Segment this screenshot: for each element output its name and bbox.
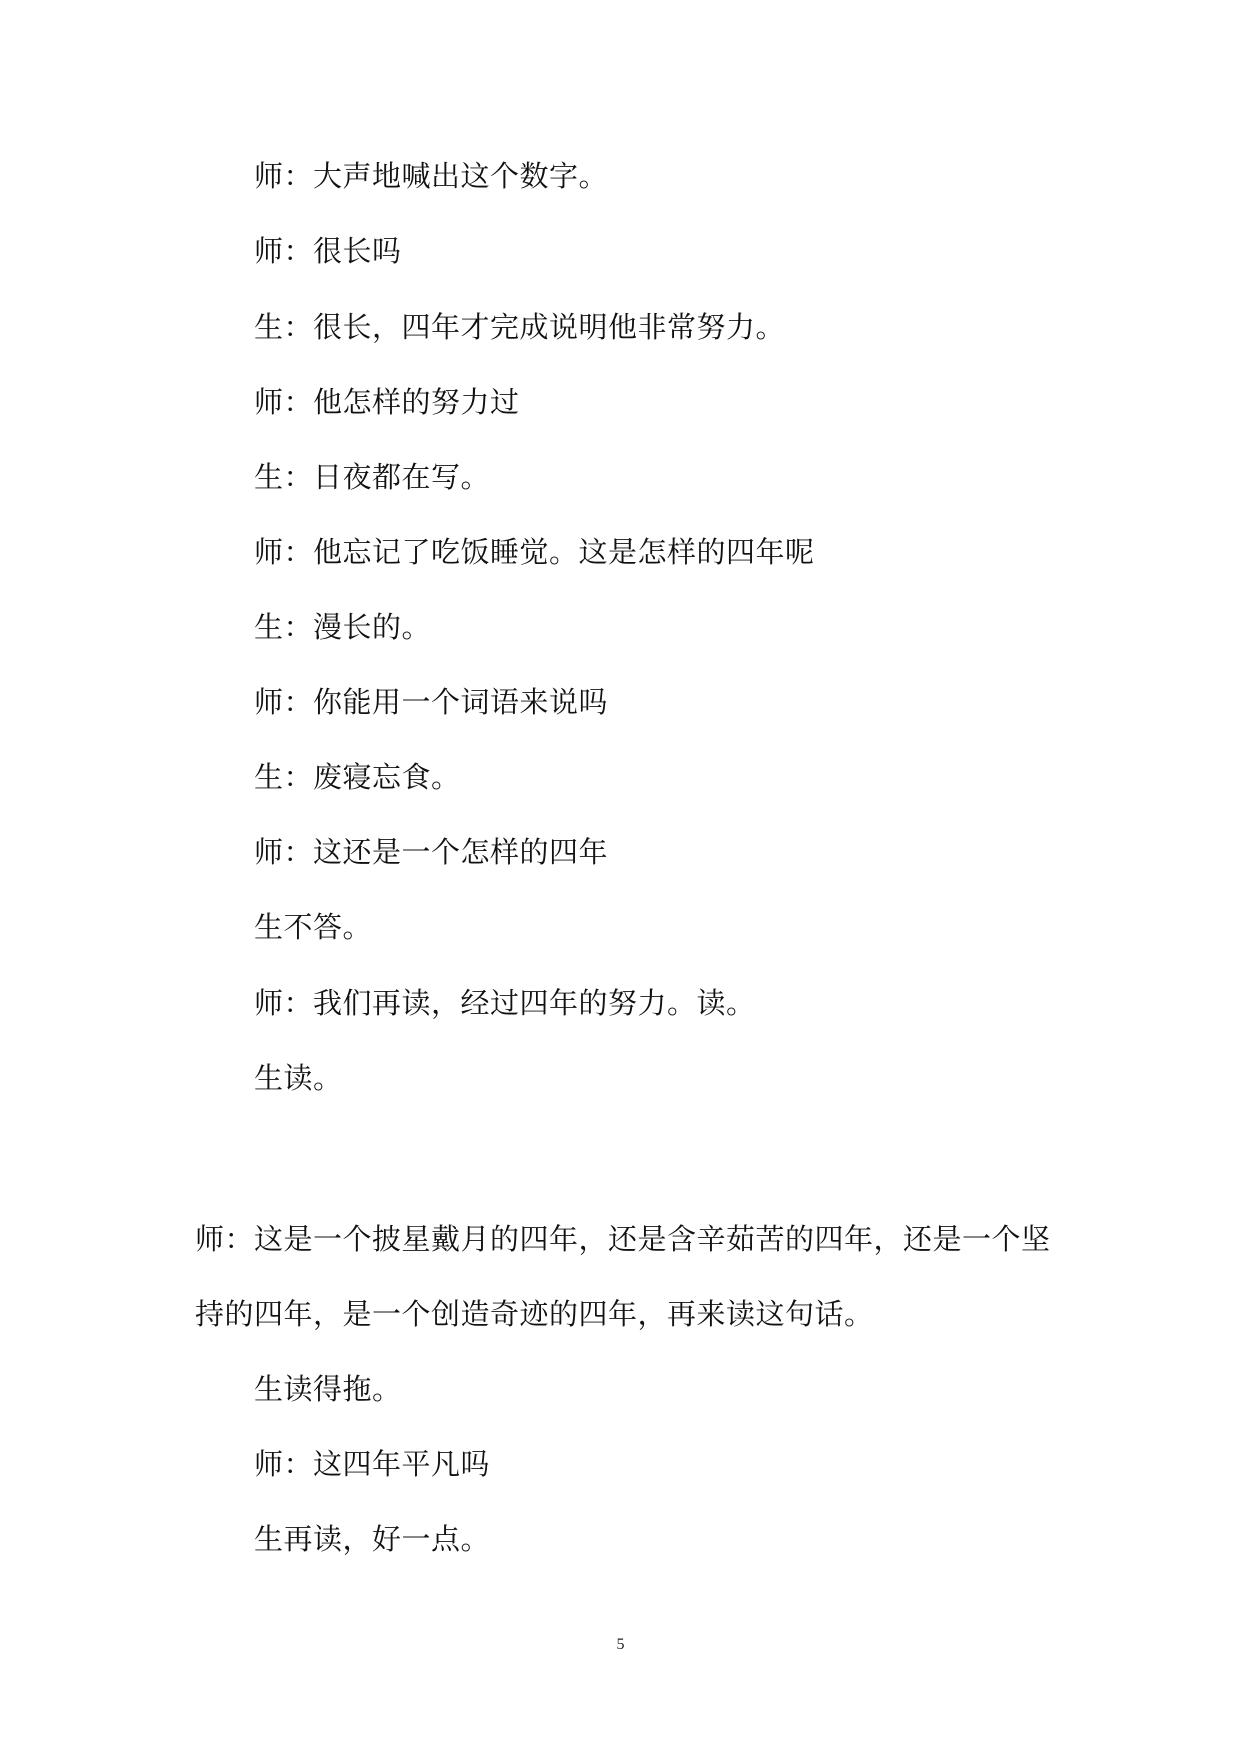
dialogue-line: 生不答。 — [254, 910, 373, 944]
dialogue-line: 生读。 — [254, 1061, 343, 1095]
dialogue-line: 师：很长吗 — [254, 234, 402, 268]
dialogue-line: 师：他怎样的努力过 — [254, 385, 520, 419]
dialogue-line: 生再读，好一点。 — [254, 1522, 491, 1556]
dialogue-line: 师：你能用一个词语来说吗 — [254, 685, 609, 719]
dialogue-line: 师：他忘记了吃饭睡觉。这是怎样的四年呢 — [254, 535, 815, 569]
dialogue-line: 师：这四年平凡吗 — [254, 1447, 491, 1481]
dialogue-line: 生：很长，四年才完成说明他非常努力。 — [254, 310, 786, 344]
dialogue-line-continued: 持的四年，是一个创造奇迹的四年，再来读这句话。 — [195, 1297, 874, 1331]
dialogue-line: 生：漫长的。 — [254, 610, 432, 644]
dialogue-line: 师：我们再读，经过四年的努力。读。 — [254, 986, 756, 1020]
dialogue-line: 师：大声地喊出这个数字。 — [254, 159, 609, 193]
page-number: 5 — [616, 1636, 625, 1653]
dialogue-line: 生：日夜都在写。 — [254, 460, 491, 494]
dialogue-line: 生：废寝忘食。 — [254, 760, 461, 794]
dialogue-line: 生读得拖。 — [254, 1372, 402, 1406]
dialogue-line: 师：这是一个披星戴月的四年，还是含辛茹苦的四年，还是一个坚 — [195, 1222, 1051, 1256]
dialogue-line: 师：这还是一个怎样的四年 — [254, 835, 609, 869]
